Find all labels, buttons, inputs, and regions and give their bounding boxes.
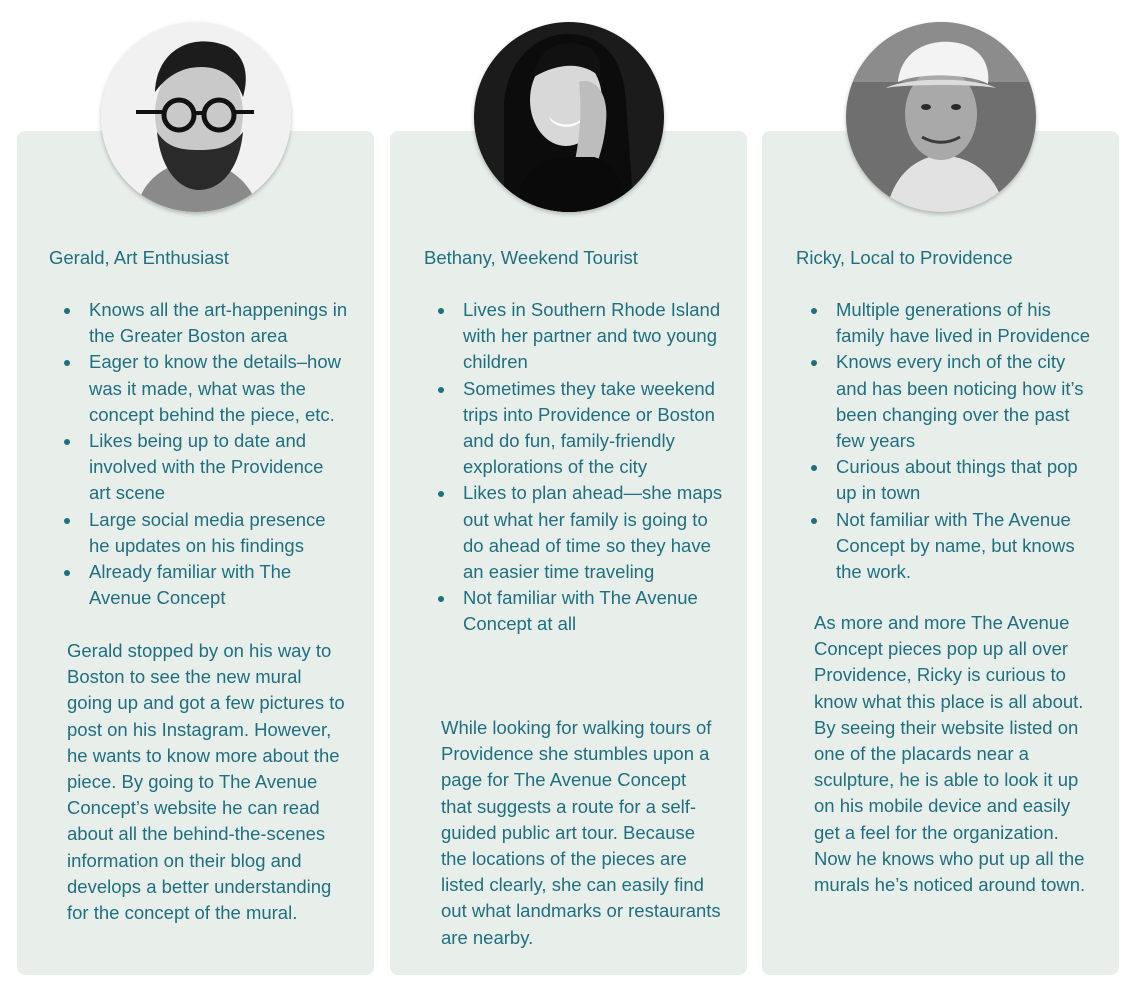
persona-scenario: While looking for walking tours of Providence she stumbles upon a page for The Avenue Concept that suggests a route for a self-guided public art tour. Because the locations of the pieces are listed clearly, she can easily find out what landmarks or restaurants are nearby. [441, 717, 721, 948]
persona-traits-list [63, 297, 348, 611]
persona-traits-list [810, 297, 1100, 585]
trait-item: Likes being up to date and involved with the Providence art scene [63, 428, 348, 507]
persona-name: Bethany, Weekend Tourist [424, 247, 638, 268]
avatar-bethany [474, 22, 664, 212]
trait-item: Knows every inch of the city and has been noticing how it’s been changing over the past few years [810, 349, 1100, 454]
trait-item: Sometimes they take weekend trips into Providence or Boston and do fun, family-friendly explorations of the city [437, 376, 727, 481]
persona-traits-list [437, 297, 727, 638]
persona-name: Ricky, Local to Providence [796, 247, 1013, 268]
trait-item: Lives in Southern Rhode Island with her partner and two young children [437, 297, 727, 376]
trait-item: Knows all the art-happenings in the Greater Boston area [63, 297, 348, 349]
persona-scenario: As more and more The Avenue Concept pieces pop up all over Providence, Ricky is curious to know what this place is all about. By seeing their website listed on one of the placards near a sculpture, he is able to look it up on his mobile device and easily get a feel for the organization. Now he knows who put up all the murals he’s noticed around town. [814, 612, 1086, 896]
trait-item: Large social media presence he updates on his findings [63, 507, 348, 559]
trait-item: Curious about things that pop up in town [810, 454, 1100, 506]
trait-item: Multiple generations of his family have lived in Providence [810, 297, 1100, 349]
persona-scenario: Gerald stopped by on his way to Boston to see the new mural going up and got a few pictures to post on his Instagram. However, he wants to know more about the piece. By going to The Avenue Concept’s website he can read about all the behind-the-scenes information on their blog and develops a better understanding for the concept of the mural. [67, 640, 345, 924]
trait-item: Already familiar with The Avenue Concept [63, 559, 348, 611]
persona-name: Gerald, Art Enthusiast [49, 247, 229, 268]
avatar-ricky [846, 22, 1036, 212]
avatar-gerald [101, 22, 291, 212]
trait-item: Not familiar with The Avenue Concept at all [437, 585, 727, 637]
trait-item: Not familiar with The Avenue Concept by name, but knows the work. [810, 507, 1100, 586]
trait-item: Likes to plan ahead—she maps out what her family is going to do ahead of time so they have an easier time traveling [437, 480, 727, 585]
trait-item: Eager to know the details–how was it made, what was the concept behind the piece, etc. [63, 349, 348, 428]
